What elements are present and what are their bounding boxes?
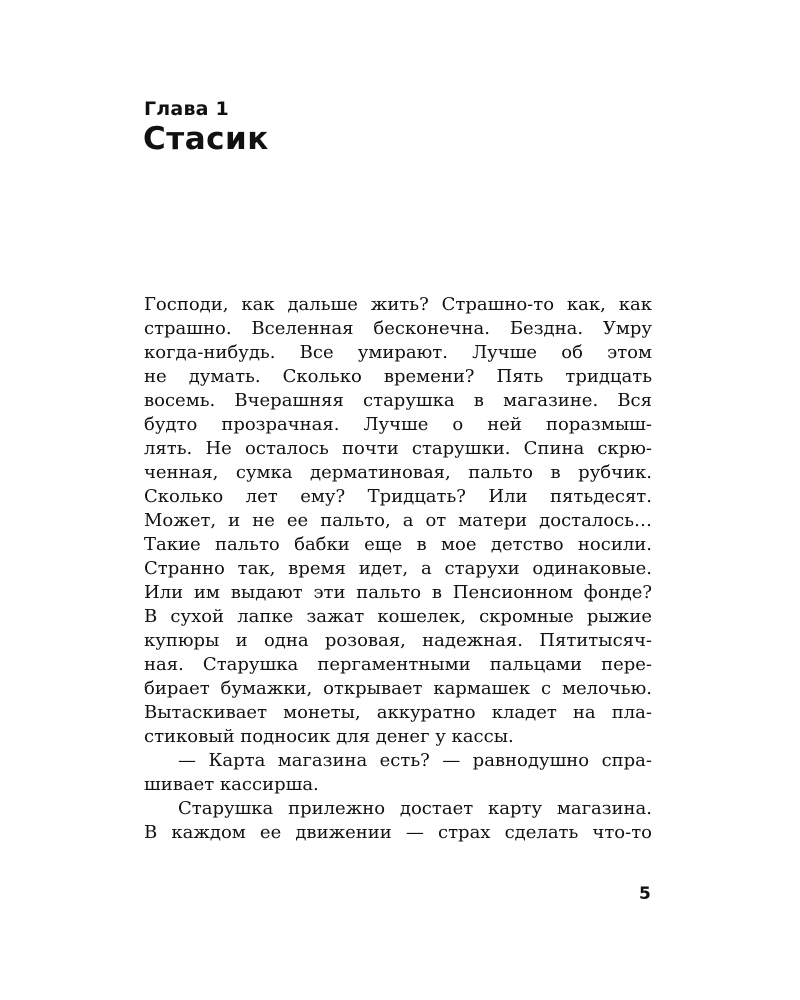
chapter-label: Глава 1 (144, 98, 229, 120)
text-line: В сухой лапке зажат кошелек, скромные рыжие (144, 606, 652, 627)
page-number: 5 (639, 884, 651, 904)
text-line: шивает кассирша. (144, 774, 319, 795)
text-line: Сколько лет ему? Тридцать? Или пятьдесят. (144, 486, 652, 507)
text-line: восемь. Вчерашняя старушка в магазине. Вся (144, 390, 652, 411)
text-line: страшно. Вселенная бесконечна. Бездна. Умру (144, 318, 652, 339)
text-line: В каждом ее движении — страх сделать что-то (144, 822, 652, 843)
text-line: Господи, как дальше жить? Страшно-то как, как (144, 294, 652, 315)
text-line: лять. Не осталось почти старушки. Спина скрю- (144, 438, 652, 459)
text-line: Странно так, время идет, а старухи одинаковые. (144, 558, 652, 579)
text-line: Или им выдают эти пальто в Пенсионном фонде? (144, 582, 652, 603)
text-line: купюры и одна розовая, надежная. Пятитысяч- (144, 630, 652, 651)
chapter-title: Стасик (143, 121, 269, 157)
text-line: будто прозрачная. Лучше о ней поразмыш- (144, 414, 652, 435)
text-line: стиковый подносик для денег у кассы. (144, 726, 514, 747)
text-line: Такие пальто бабки еще в мое детство носили. (144, 534, 652, 555)
text-line: Может, и не ее пальто, а от матери досталось… (144, 510, 652, 531)
text-line: ная. Старушка пергаментными пальцами пере- (144, 654, 652, 675)
text-line: Старушка прилежно достает карту магазина. (178, 798, 652, 819)
text-line: Вытаскивает монеты, аккуратно кладет на пла- (144, 702, 652, 723)
text-line: — Карта магазина есть? — равнодушно спра- (178, 750, 652, 771)
text-line: когда-нибудь. Все умирают. Лучше об этом (144, 342, 652, 363)
text-line: не думать. Сколько времени? Пять тридцать (144, 366, 652, 387)
body-text (144, 293, 652, 845)
text-line: ченная, сумка дерматиновая, пальто в рубчик. (144, 462, 652, 483)
text-line: бирает бумажки, открывает кармашек с мелочью. (144, 678, 652, 699)
